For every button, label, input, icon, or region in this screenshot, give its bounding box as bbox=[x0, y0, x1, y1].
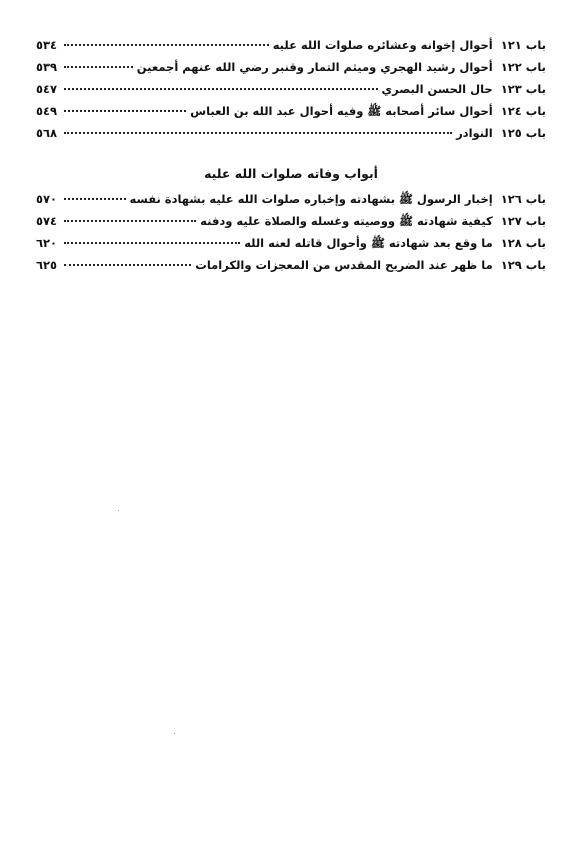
toc-entry bbox=[36, 100, 546, 122]
toc-entry-page: ٥٧٤ bbox=[36, 214, 58, 228]
toc-entry-title bbox=[244, 232, 546, 254]
toc-entry-prefix: باب bbox=[525, 104, 546, 118]
toc-section-1 bbox=[36, 34, 546, 144]
toc-entry-number: ١٢٨ bbox=[500, 236, 522, 250]
toc-entry-text: أحوال سائر أصحابه ﷺ وفيه أحوال عبد الله بن العباس bbox=[190, 104, 493, 118]
toc-entry-text: أحوال رشيد الهجري وميثم التمار وقنبر رضي الله عنهم أجمعين bbox=[136, 60, 493, 74]
toc-entry-page: ٦٢٥ bbox=[36, 258, 58, 272]
toc-entry-title bbox=[456, 122, 546, 144]
toc-entry-page: ٥٦٨ bbox=[36, 126, 58, 140]
toc-entry-title bbox=[137, 56, 546, 78]
dot-leader bbox=[64, 242, 240, 244]
toc-entry-title bbox=[382, 78, 546, 100]
toc-entry-number: ١٢٧ bbox=[500, 214, 522, 228]
toc-entry-number: ١٢٣ bbox=[500, 82, 522, 96]
dot-leader bbox=[64, 132, 452, 134]
toc-entry-number: ١٢١ bbox=[500, 38, 522, 52]
toc-entry-text: إخبار الرسول ﷺ بشهادته وإخباره صلوات الله عليه بشهادة نفسه bbox=[129, 192, 493, 206]
toc-entry bbox=[36, 56, 546, 78]
toc-entry-prefix: باب bbox=[525, 126, 546, 140]
toc-entry-text: ما ظهر عند الضريح المقدس من المعجزات والكرامات bbox=[195, 258, 493, 272]
toc-entry-text: ما وقع بعد شهادته ﷺ وأحوال قاتله لعنه الله bbox=[244, 236, 493, 250]
toc-entry bbox=[36, 188, 546, 210]
toc-entry-prefix: باب bbox=[525, 192, 546, 206]
toc-entry-page: ٥٤٩ bbox=[36, 104, 58, 118]
toc-entry bbox=[36, 254, 546, 276]
dot-leader bbox=[64, 220, 196, 222]
toc-entry-page: ٥٤٧ bbox=[36, 82, 58, 96]
toc-entry-number: ١٢٢ bbox=[500, 60, 522, 74]
toc-entry-page: ٥٧٠ bbox=[36, 192, 58, 206]
toc-entry-page: ٦٢٠ bbox=[36, 236, 58, 250]
toc-entry-title bbox=[195, 254, 546, 276]
toc-entry-text: أحوال إخوانه وعشائره صلوات الله عليه bbox=[272, 38, 493, 52]
scan-speck bbox=[118, 510, 119, 511]
toc-entry bbox=[36, 122, 546, 144]
dot-leader bbox=[64, 110, 186, 112]
toc-entry-prefix: باب bbox=[525, 258, 546, 272]
toc-entry-prefix: باب bbox=[525, 60, 546, 74]
toc-entry-number: ١٢٦ bbox=[500, 192, 522, 206]
toc-entry bbox=[36, 232, 546, 254]
toc-entry bbox=[36, 34, 546, 56]
toc-entry-number: ١٢٤ bbox=[500, 104, 522, 118]
toc-entry-page: ٥٣٩ bbox=[36, 60, 58, 74]
toc-entry-number: ١٢٥ bbox=[500, 126, 522, 140]
section-heading: أبواب وفاته صلوات الله عليه bbox=[204, 166, 378, 181]
dot-leader bbox=[64, 264, 191, 266]
toc-entry-prefix: باب bbox=[525, 82, 546, 96]
dot-leader bbox=[64, 66, 133, 68]
dot-leader bbox=[64, 198, 126, 200]
toc-entry-title bbox=[190, 100, 546, 122]
toc-entry-title bbox=[273, 34, 546, 56]
toc-entry-page: ٥٣٤ bbox=[36, 38, 58, 52]
toc-entry bbox=[36, 210, 546, 232]
dot-leader bbox=[64, 44, 269, 46]
scan-speck bbox=[174, 733, 175, 734]
toc-entry-text: حال الحسن البصري bbox=[381, 82, 493, 96]
toc-entry-text: كيفية شهادته ﷺ ووصيته وغسله والصلاة عليه ودفنه bbox=[200, 214, 493, 228]
dot-leader bbox=[64, 88, 378, 90]
toc-entry-number: ١٢٩ bbox=[500, 258, 522, 272]
toc-entry-title bbox=[130, 188, 546, 210]
toc-entry bbox=[36, 78, 546, 100]
toc-section-2 bbox=[36, 188, 546, 276]
toc-entry-prefix: باب bbox=[525, 236, 546, 250]
toc-entry-text: النوادر bbox=[456, 126, 493, 140]
toc-entry-prefix: باب bbox=[525, 38, 546, 52]
toc-entry-title bbox=[200, 210, 546, 232]
table-of-contents bbox=[36, 34, 546, 276]
toc-entry-prefix: باب bbox=[525, 214, 546, 228]
